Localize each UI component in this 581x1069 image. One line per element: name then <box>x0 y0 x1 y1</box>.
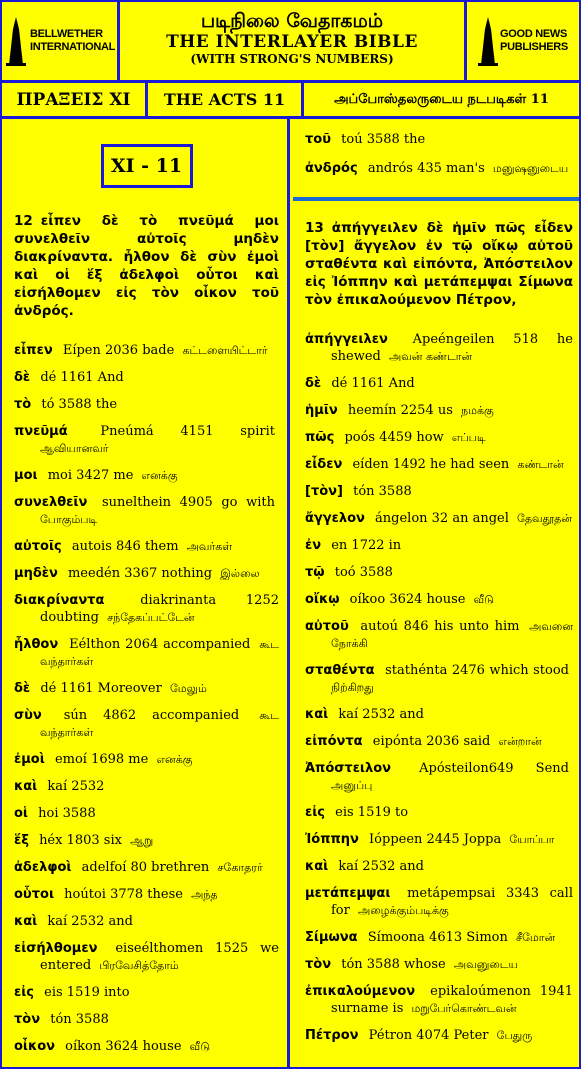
greek-word: καὶ <box>14 914 38 929</box>
word-entry <box>14 680 279 697</box>
transliteration-gloss: eis 1519 to <box>335 805 409 820</box>
header <box>2 2 579 83</box>
good-news-tower-icon <box>478 15 498 67</box>
transliteration-gloss: stathénta 2476 which stood <box>385 663 569 678</box>
tamil-gloss: கட்டளையிட்டார் <box>182 344 268 357</box>
greek-word: αὐτοῖς <box>14 539 62 554</box>
greek-word: δὲ <box>14 370 31 385</box>
greek-word: συνελθεῖν <box>14 495 88 510</box>
transliteration-gloss: autoú 846 his unto him <box>360 619 520 634</box>
tamil-gloss: பிரவேசித்தோம் <box>99 959 179 972</box>
tamil-gloss: இல்லை <box>220 567 260 580</box>
word-entry <box>14 886 279 903</box>
transliteration-gloss: tón 3588 <box>353 484 412 499</box>
greek-word: τὸν <box>14 1012 41 1027</box>
transliteration-gloss: emoí 1698 me <box>54 752 149 767</box>
left-entry-list <box>14 342 279 1055</box>
tamil-gloss: அனுப்பு <box>331 779 373 792</box>
greek-word: ἦλθον <box>14 637 59 652</box>
word-entry <box>305 331 573 365</box>
left-logo-line-2: INTERNATIONAL <box>29 41 116 53</box>
transliteration-gloss: adelfoí 80 brethren <box>81 860 210 875</box>
greek-word: μετάπεμψαι <box>305 886 391 901</box>
verse-greek-text: ἀπήγγειλεν δὲ ἡμῖν πῶς εἶδεν [τὸν] ἄγγελον ἐν τῷ οἴκῳ αὐτοῦ σταθέντα καὶ εἰπόντα, Ἀπόστειλον εἰς Ἰόππην καὶ μετάπεμψαι Σίμωνα τὸν ἐπικαλούμενον Πέτρον, <box>305 220 573 308</box>
transliteration-gloss: ángelon 32 an angel <box>375 511 509 526</box>
transliteration-gloss: diakrinanta 1252 doubting <box>40 593 279 625</box>
word-entry <box>305 483 573 500</box>
word-entry <box>305 885 573 919</box>
greek-word: εἰπόντα <box>305 734 363 749</box>
word-entry <box>14 1038 279 1055</box>
tamil-gloss: வீடு <box>189 1040 211 1053</box>
tamil-gloss: மேலும் <box>169 682 207 695</box>
word-entry <box>14 859 279 876</box>
word-entry <box>14 396 279 413</box>
transliteration-gloss: Eípen 2036 bade <box>62 343 175 358</box>
word-entry <box>305 706 573 723</box>
word-entry <box>305 402 573 419</box>
tamil-book-name: அப்போஸ்தலருடைய நடபடிகள் 11 <box>334 91 549 107</box>
tamil-gloss: கூட வந்தார்கள் <box>40 709 279 739</box>
tamil-gloss: அவர்கள் <box>186 540 233 553</box>
word-entry <box>14 423 279 457</box>
greek-word: εἰς <box>305 805 326 820</box>
greek-book-name: ΠΡΑΞΕΙΣ XI <box>2 83 148 116</box>
greek-word: [τὸν] <box>305 484 343 499</box>
tamil-gloss: சகோதரர் <box>217 861 263 874</box>
word-entry <box>305 429 573 446</box>
transliteration-gloss: kaí 2532 and <box>338 707 424 722</box>
word-entry <box>305 831 573 848</box>
transliteration-gloss: sún 4862 accompanied <box>63 708 240 723</box>
transliteration-gloss: dé 1161 And <box>40 370 124 385</box>
english-book-name: THE ACTS 11 <box>148 83 304 116</box>
tamil-gloss: பேதுரு <box>496 1029 533 1042</box>
greek-word: καὶ <box>14 779 38 794</box>
transliteration-gloss: epikaloúmenon 1941 surname is <box>331 984 573 1016</box>
word-entry <box>14 832 279 849</box>
greek-word: δὲ <box>305 376 322 391</box>
transliteration-gloss: meedén 3367 nothing <box>67 566 213 581</box>
word-entry <box>305 733 573 750</box>
transliteration-gloss: Símoona 4613 Simon <box>367 930 508 945</box>
tamil-gloss: நிற்கிறது <box>331 681 374 694</box>
word-entry <box>14 342 279 359</box>
tamil-gloss: சந்தேகப்பட்டேன் <box>107 611 195 624</box>
greek-word: σὺν <box>14 708 42 723</box>
tamil-gloss: கண்டான் <box>517 458 564 471</box>
transliteration-gloss: eiseélthomen 1525 we entered <box>40 941 279 973</box>
title-block <box>120 2 464 80</box>
transliteration-gloss: andrós 435 man's <box>367 161 485 176</box>
tamil-gloss: அழைக்கும்படிக்கு <box>358 904 449 917</box>
tamil-gloss: ஆவியானவர் <box>40 442 109 455</box>
tamil-gloss: வீடு <box>473 593 494 606</box>
tamil-gloss: எனக்கு <box>156 753 193 766</box>
tamil-gloss: சீமோன் <box>516 931 556 944</box>
greek-word: Ἀπόστειλον <box>305 761 392 776</box>
transliteration-gloss: toó 3588 <box>334 565 393 580</box>
word-entry <box>305 662 573 696</box>
transliteration-gloss: heemín 2254 us <box>347 403 453 418</box>
word-entry <box>14 592 279 626</box>
greek-word: οἶκον <box>14 1039 56 1054</box>
transliteration-gloss: hoútoi 3778 these <box>64 887 183 902</box>
transliteration-gloss: poós 4459 how <box>344 430 444 445</box>
tamil-gloss: கூட வந்தார்கள் <box>40 638 279 668</box>
greek-word: οὗτοι <box>14 887 55 902</box>
greek-word: εἶπεν <box>14 343 53 358</box>
word-entry <box>305 510 573 527</box>
word-entry <box>14 494 279 528</box>
transliteration-gloss: héx 1803 six <box>39 833 122 848</box>
tamil-gloss: என்றான் <box>498 735 542 748</box>
tamil-gloss: ஆறு <box>130 834 154 847</box>
verse-number: 12 <box>14 213 33 229</box>
transliteration-gloss: toú 3588 the <box>341 132 426 147</box>
word-entry <box>305 375 573 392</box>
greek-word: τῷ <box>305 565 325 580</box>
greek-word: μηδὲν <box>14 566 58 581</box>
word-entry <box>14 940 279 974</box>
left-logo-line-1: BELLWETHER <box>29 28 103 40</box>
word-entry <box>14 778 279 795</box>
greek-word: τοῦ <box>305 132 332 147</box>
continued-entry-list <box>293 131 579 201</box>
tamil-gloss: மனுஷனுடைய <box>492 162 569 175</box>
greek-word: τὸ <box>14 397 32 412</box>
greek-word: ἡμῖν <box>305 403 338 418</box>
greek-word: διακρίναντα <box>14 593 105 608</box>
greek-word: σταθέντα <box>305 663 375 678</box>
verse-number: 13 <box>305 220 324 236</box>
tamil-gloss: யோப்பா <box>509 833 555 846</box>
transliteration-gloss: tón 3588 whose <box>341 957 446 972</box>
tamil-gloss: மறுபேர்கொண்டவன் <box>411 1002 517 1015</box>
word-entry <box>14 751 279 768</box>
word-entry <box>14 369 279 386</box>
transliteration-gloss: eipónta 2036 said <box>372 734 491 749</box>
greek-word: εἶδεν <box>305 457 343 472</box>
word-entry <box>305 1027 573 1044</box>
verse-13 <box>305 219 573 309</box>
greek-word: Ἰόππην <box>305 832 359 847</box>
greek-word: εἰς <box>14 985 35 1000</box>
greek-word: μοι <box>14 468 38 483</box>
tamil-gloss: அவனுடைய <box>453 958 518 971</box>
word-entry <box>305 760 573 794</box>
transliteration-gloss: sunelthein 4905 go with <box>101 495 275 510</box>
greek-word: δὲ <box>14 681 31 696</box>
transliteration-gloss: en 1722 in <box>331 538 402 553</box>
word-entry <box>305 983 573 1017</box>
word-entry <box>14 805 279 822</box>
word-entry <box>305 618 573 652</box>
greek-word: ἄγγελον <box>305 511 365 526</box>
transliteration-gloss: tó 3588 the <box>41 397 118 412</box>
tamil-title: படிநிலை வேதாகமம் <box>200 10 384 32</box>
greek-word: ἀνδρός <box>305 161 358 176</box>
tamil-gloss: தேவதூதன் <box>517 512 572 525</box>
greek-word: πῶς <box>305 430 335 445</box>
greek-word: καὶ <box>305 707 329 722</box>
word-entry <box>14 913 279 930</box>
word-entry <box>305 160 573 177</box>
greek-word: ἀδελφοὶ <box>14 860 72 875</box>
greek-word: πνεῦμά <box>14 424 68 439</box>
word-entry <box>305 929 573 946</box>
right-logo-line-2: PUBLISHERS <box>500 41 568 53</box>
greek-word: οἱ <box>14 806 28 821</box>
transliteration-gloss: kaí 2532 <box>47 779 105 794</box>
transliteration-gloss: moi 3427 me <box>47 468 134 483</box>
verse-12 <box>14 212 279 320</box>
greek-word: ἀπήγγειλεν <box>305 332 388 347</box>
transliteration-gloss: oíkon 3624 house <box>65 1039 182 1054</box>
transliteration-gloss: eíden 1492 he had seen <box>352 457 510 472</box>
word-entry <box>14 467 279 484</box>
word-entry <box>305 591 573 608</box>
word-entry <box>305 956 573 973</box>
greek-word: ἐν <box>305 538 322 553</box>
transliteration-gloss: metápempsai 3343 call for <box>331 886 574 918</box>
greek-word: εἰσήλθομεν <box>14 941 98 956</box>
word-entry <box>14 707 279 741</box>
greek-word: Πέτρον <box>305 1028 359 1043</box>
transliteration-gloss: autois 846 them <box>71 539 179 554</box>
word-entry <box>14 1011 279 1028</box>
transliteration-gloss: Apósteilon649 Send <box>419 761 569 776</box>
transliteration-gloss: Eélthon 2064 accompanied <box>69 637 251 652</box>
transliteration-gloss: dé 1161 And <box>331 376 415 391</box>
main-title: THE INTERLAYER BIBLE <box>166 32 418 52</box>
book-bar <box>2 83 579 119</box>
tamil-gloss: அவன் கண்டான் <box>389 350 473 363</box>
greek-word: αὐτοῦ <box>305 619 349 634</box>
bellwether-tower-icon <box>4 15 28 67</box>
transliteration-gloss: kaí 2532 and <box>47 914 133 929</box>
transliteration-gloss: Pétron 4074 Peter <box>368 1028 489 1043</box>
right-logo-line-1: GOOD NEWS <box>500 28 568 40</box>
greek-word: Σίμωνα <box>305 930 358 945</box>
tamil-gloss: எப்படி <box>451 431 486 444</box>
greek-word: καὶ <box>305 859 329 874</box>
transliteration-gloss: kaí 2532 and <box>338 859 424 874</box>
good-news-logo <box>464 2 579 80</box>
tamil-gloss: எனக்கு <box>141 469 178 482</box>
word-entry <box>14 984 279 1001</box>
transliteration-gloss: oíkoo 3624 house <box>349 592 466 607</box>
sub-title: (WITH STRONG'S NUMBERS) <box>190 52 394 66</box>
left-column <box>2 119 290 1067</box>
greek-word: ἐπικαλούμενον <box>305 984 416 999</box>
greek-word: ἐμοὶ <box>14 752 45 767</box>
transliteration-gloss: Pneúmá 4151 spirit <box>100 424 275 439</box>
word-entry <box>14 538 279 555</box>
transliteration-gloss: eis 1519 into <box>44 985 130 1000</box>
tamil-gloss: அந்த <box>191 888 218 901</box>
tamil-gloss: நமக்கு <box>461 404 494 417</box>
tamil-gloss: போகும்படி <box>40 513 98 526</box>
bellwether-logo <box>2 2 120 80</box>
transliteration-gloss: Ióppeen 2445 Joppa <box>369 832 502 847</box>
right-column <box>293 119 579 1067</box>
greek-word: ἕξ <box>14 833 29 848</box>
chapter-label: XI - 11 <box>101 144 193 188</box>
word-entry <box>14 636 279 670</box>
transliteration-gloss: tón 3588 <box>50 1012 109 1027</box>
greek-word: οἴκῳ <box>305 592 340 607</box>
transliteration-gloss: hoi 3588 <box>38 806 96 821</box>
transliteration-gloss: dé 1161 Moreover <box>40 681 162 696</box>
word-entry <box>305 131 573 148</box>
word-entry <box>305 537 573 554</box>
word-entry <box>305 858 573 875</box>
word-entry <box>305 564 573 581</box>
word-entry <box>305 456 573 473</box>
word-entry <box>14 565 279 582</box>
transliteration-gloss: Apeéngeilen 518 he shewed <box>331 332 573 364</box>
verse-greek-text: εἶπεν δὲ τὸ πνεῦμά μοι συνελθεῖν αὐτοῖς μηδὲν διακρίναντα. ἦλθον δὲ σὺν ἐμοὶ καὶ οἱ ἕξ ἀδελφοὶ οὗτοι καὶ εἰσήλθομεν εἰς τὸν οἶκον τοῦ ἀνδρός. <box>14 213 279 319</box>
tamil-gloss: அவனை நோக்கி <box>331 620 573 650</box>
word-entry <box>305 804 573 821</box>
greek-word: τὸν <box>305 957 332 972</box>
right-entry-list <box>305 331 573 1044</box>
